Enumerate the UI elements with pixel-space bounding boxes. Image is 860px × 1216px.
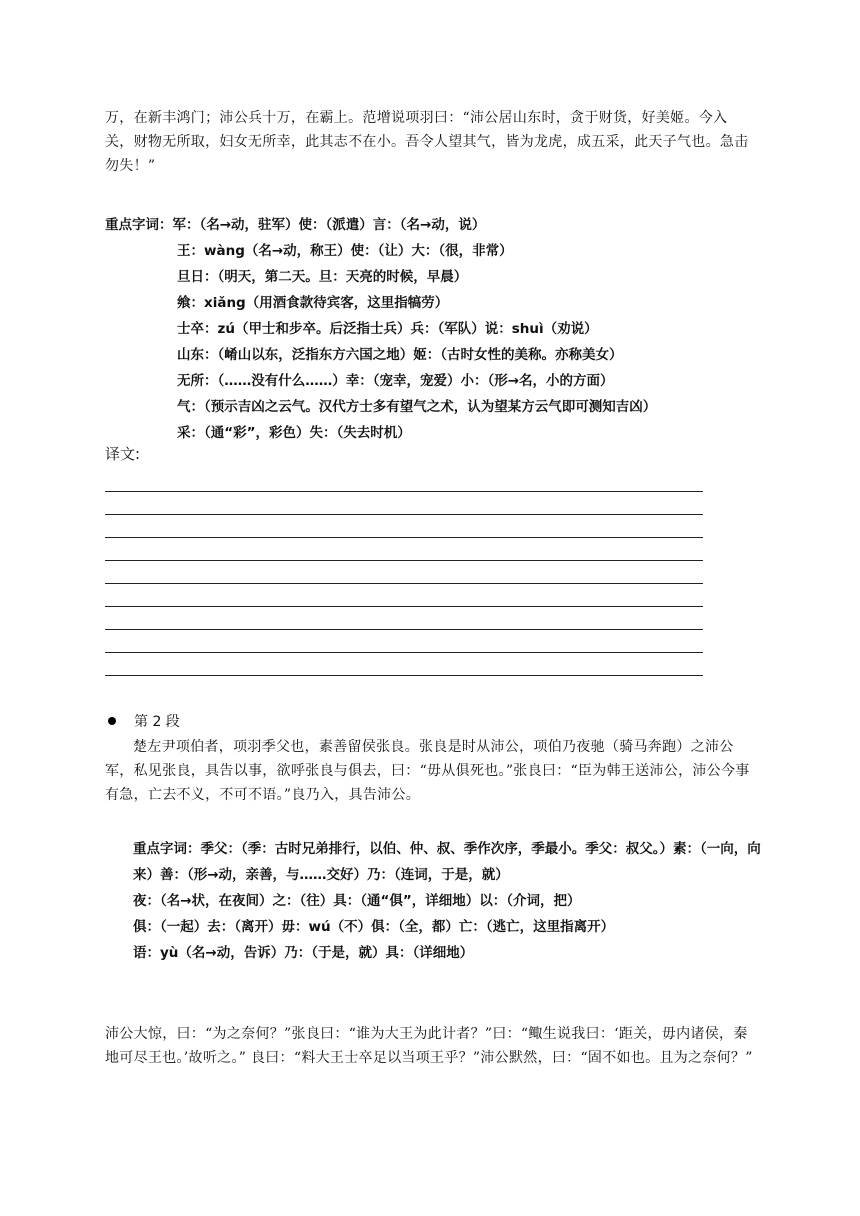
writing-line bbox=[105, 652, 703, 653]
writing-line bbox=[105, 629, 703, 630]
writing-line bbox=[105, 675, 703, 676]
passage-paragraph-1: 万，在新丰鸿门；沛公兵十万，在霸上。范增说项羽曰：“沛公居山东时，贪于财货，好美姬。今入关，财物无所取，妇女无所幸，此其志不在小。吾令人望其气，皆为龙虎，成五采，此天子气也。急击勿失！” bbox=[105, 110, 749, 174]
writing-line bbox=[105, 606, 703, 607]
translation-label: 译文: bbox=[105, 445, 141, 463]
keyword-line: 夜：（名→状，在夜间）之：（往）具：（通“俱”，详细地）以：（介词，把） bbox=[133, 893, 581, 909]
writing-line bbox=[105, 560, 703, 561]
keyword-line: 无所：（……没有什么……）幸：（宠幸，宠爱）小：（形→名，小的方面） bbox=[177, 373, 614, 389]
keyword-line: 气：（预示吉凶之云气。汉代方士多有望气之术，认为望某方云气即可测知吉凶） bbox=[177, 399, 657, 415]
keyword-line: 旦日：（明天，第二天。旦：天亮的时候，早晨） bbox=[177, 269, 468, 285]
section-heading bbox=[108, 711, 180, 731]
keyword-line: 俱：（一起）去：（离开）毋：wú（不）俱：（全，都）亡：（逃亡，这里指离开） bbox=[133, 919, 615, 935]
keyword-line bbox=[105, 212, 656, 238]
keywords-block-1 bbox=[105, 212, 656, 446]
keyword-line: 士卒：zú（甲士和步卒。后泛指士兵）兵：（军队）说：shuì（劝说） bbox=[177, 321, 598, 337]
keywords-label: 重点字词： bbox=[105, 217, 173, 233]
keyword-line: 王：wàng（名→动，称王）使：（让）大：（很，非常） bbox=[177, 243, 513, 259]
writing-line bbox=[105, 491, 703, 492]
writing-line bbox=[105, 537, 703, 538]
keyword-line: 语：yù（名→动，告诉）乃：（于是，就）具：（详细地） bbox=[133, 945, 474, 961]
section-heading-text: 第 2 段 bbox=[134, 714, 180, 730]
keywords-block-2 bbox=[105, 836, 765, 966]
keyword-text: 军：（名→动，驻军）使：（派遣）言：（名→动，说） bbox=[172, 217, 486, 233]
keyword-line: 重点字词：季父：（季：古时兄弟排行，以伯、仲、叔、季作次序，季最小。季父：叔父。）素：（一向，向来）善：（形→动，亲善，与……交好）乃：（连词，于是，就） bbox=[133, 841, 761, 883]
passage-paragraph-2: 楚左尹项伯者，项羽季父也，素善留侯张良。张良是时从沛公，项伯乃夜驰（骑马奔跑）之沛公军，私见张良，具告以事，欲呼张良与俱去，曰：“毋从俱死也。”张良曰：“臣为韩王送沛公，沛公今事有急，亡去不义，不可不语。”良乃入，具告沛公。 bbox=[105, 739, 750, 803]
keyword-line: 飨：xiǎng（用酒食款待宾客，这里指犒劳） bbox=[177, 295, 449, 311]
keyword-line: 山东：（崤山以东，泛指东方六国之地）姬：（古时女性的美称。亦称美女） bbox=[177, 347, 623, 363]
passage-paragraph-3: 沛公大惊，曰：“为之奈何？”张良曰：“谁为大王为此计者？”曰：“鲰生说我曰：‘距关，毋内诸侯，秦地可尽王也。’故听之。” 良曰：“料大王士卒足以当项王乎？”沛公默然，曰：“固不如也。且为之奈何？” bbox=[105, 1026, 753, 1066]
writing-line bbox=[105, 514, 703, 515]
bullet-icon bbox=[108, 717, 116, 725]
translation-writing-lines bbox=[105, 491, 703, 698]
writing-line bbox=[105, 583, 703, 584]
keyword-line: 采：（通“彩”，彩色）失：（失去时机） bbox=[177, 425, 411, 441]
